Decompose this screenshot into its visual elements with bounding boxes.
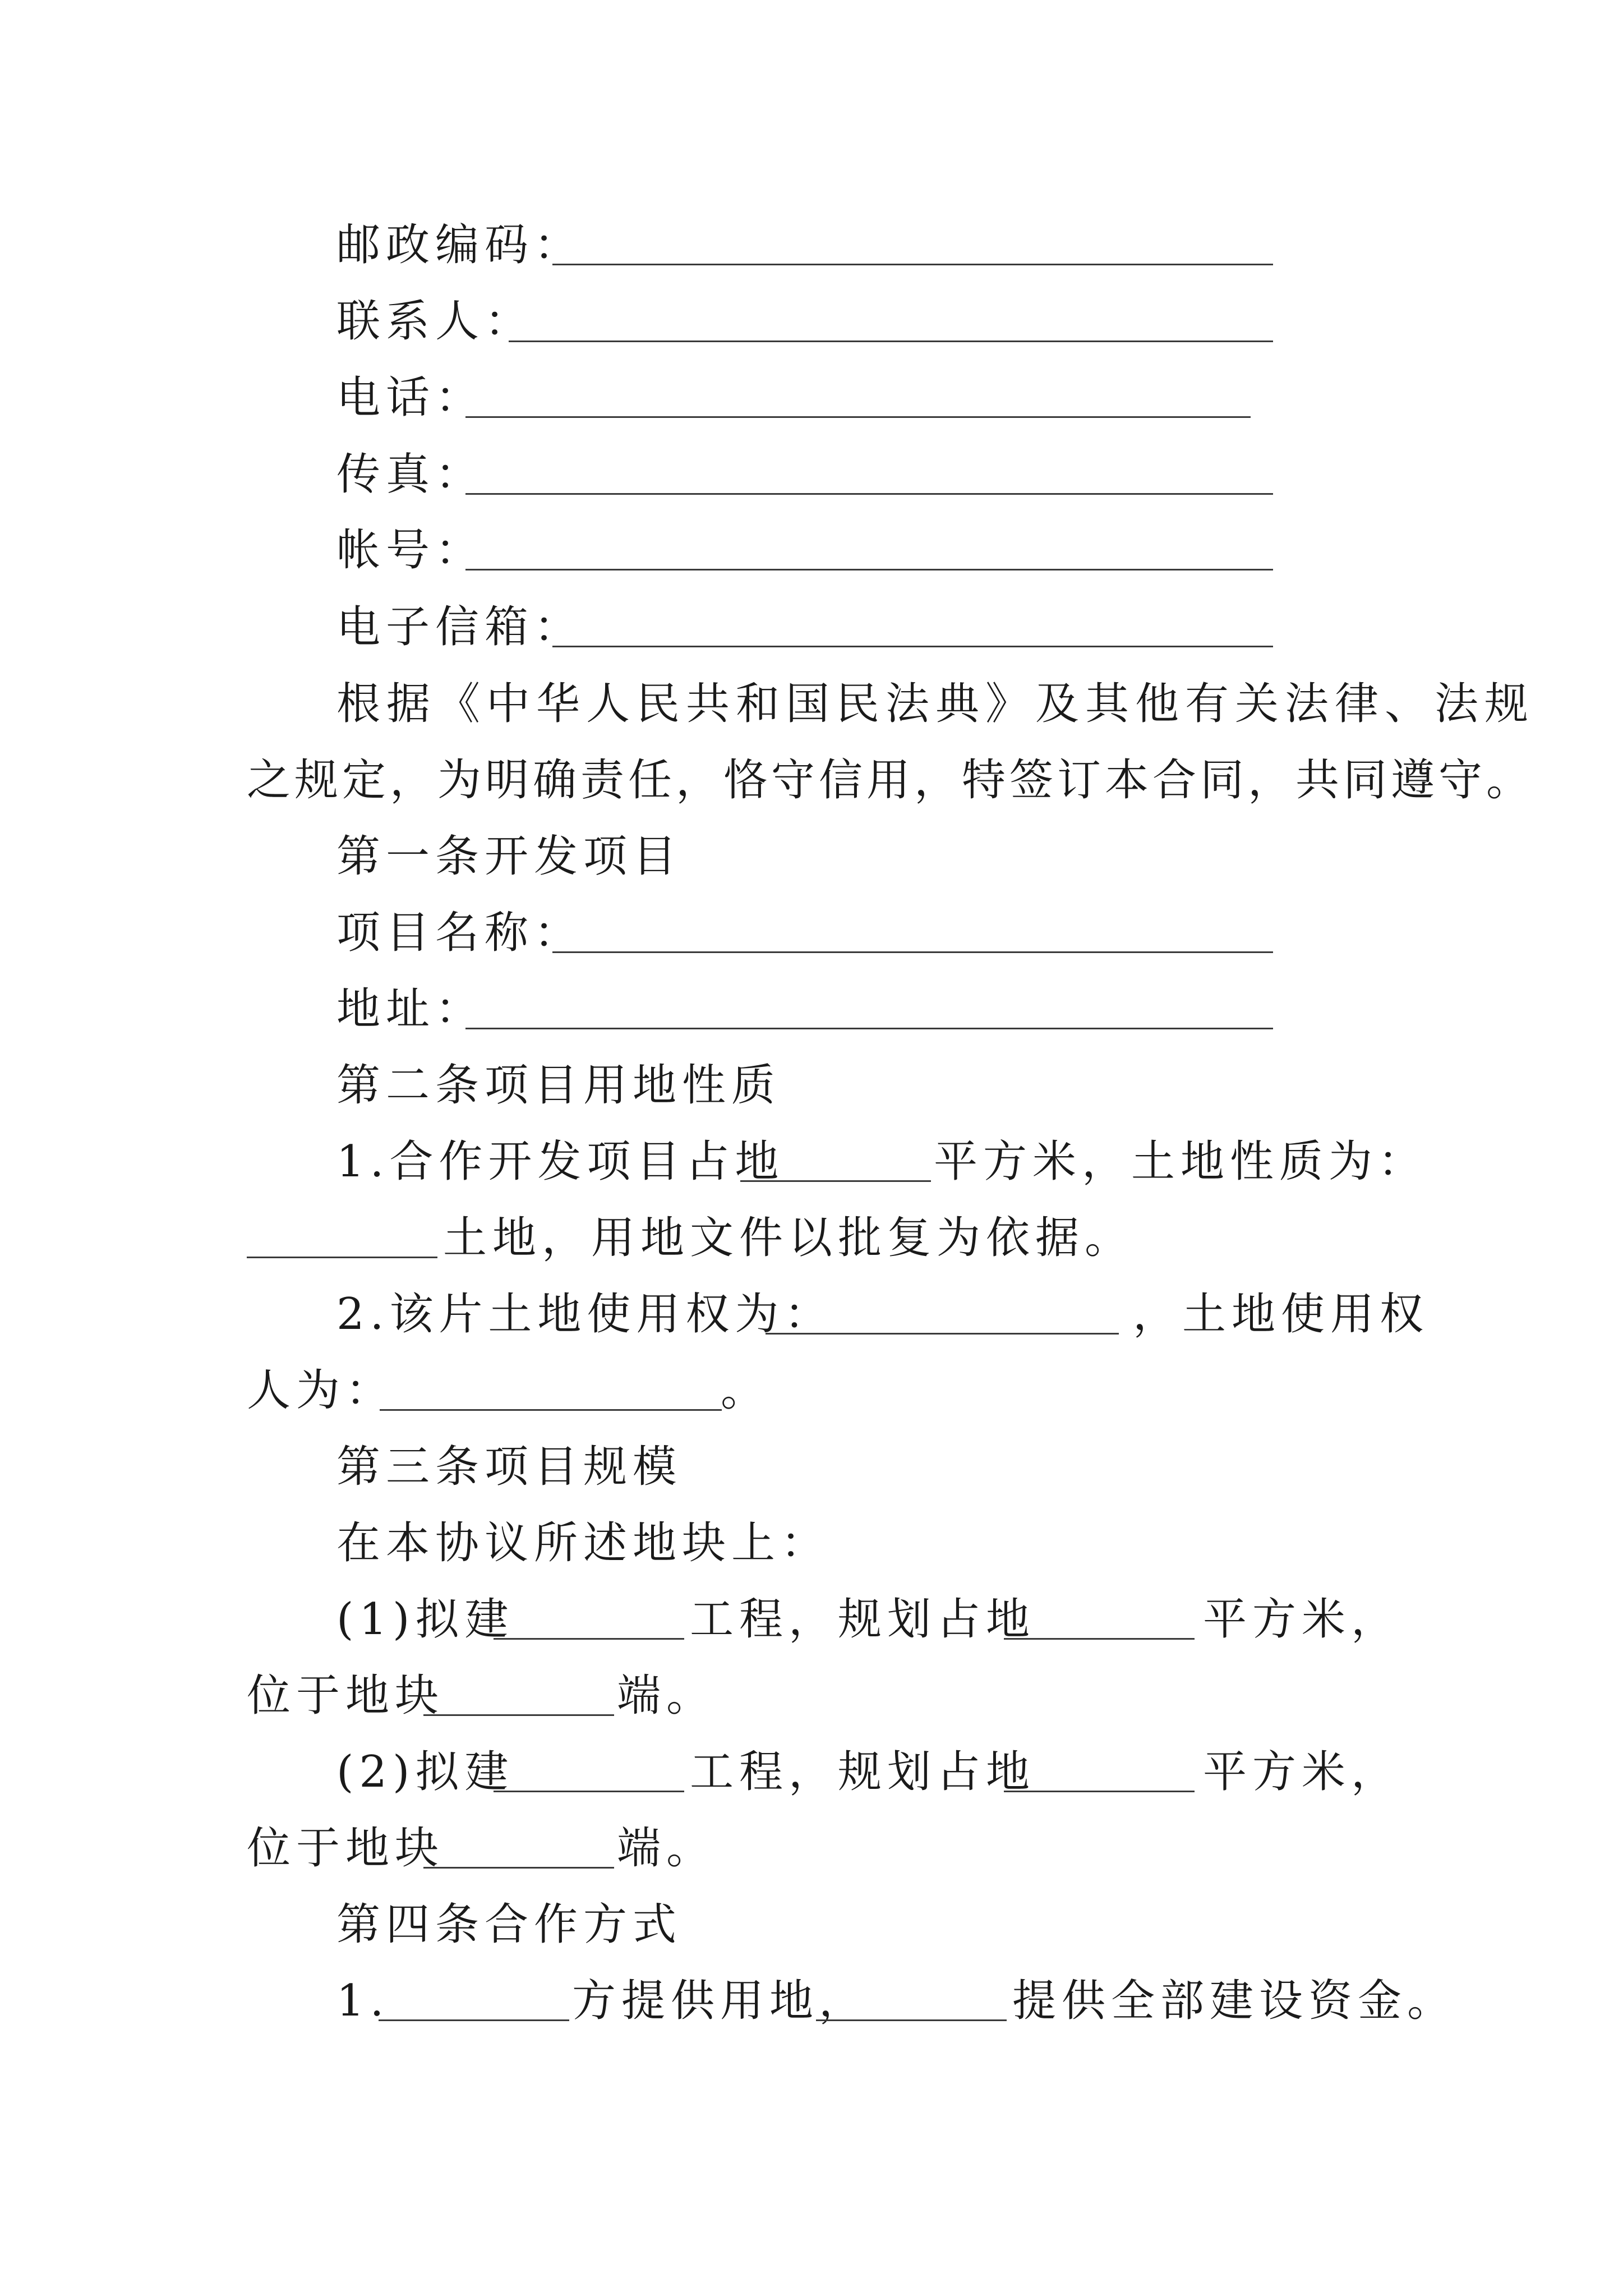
item-2-plot-blank[interactable] bbox=[423, 1867, 614, 1869]
article-3-intro: 在本协议所述地块上： bbox=[336, 1518, 831, 1568]
fax-label: 传真： bbox=[336, 449, 485, 500]
item-2-project-text: 工程，规划占地 bbox=[690, 1747, 1036, 1797]
email-blank[interactable] bbox=[552, 646, 1273, 647]
project-name-blank[interactable] bbox=[552, 951, 1273, 953]
account-label: 帐号： bbox=[336, 525, 485, 576]
holder-period: 。 bbox=[721, 1365, 771, 1416]
item-2-project-blank[interactable] bbox=[494, 1791, 684, 1792]
holder-label: 人为： bbox=[247, 1365, 395, 1416]
article-2-title: 第二条项目用地性质 bbox=[336, 1060, 781, 1111]
land-area-blank[interactable] bbox=[740, 1180, 931, 1182]
account-blank[interactable] bbox=[465, 569, 1273, 570]
item-1-end-text: 端。 bbox=[617, 1671, 716, 1721]
article-1-title: 第一条开发项目 bbox=[336, 831, 683, 882]
contact-label: 联系人： bbox=[336, 296, 534, 347]
capital-provider-blank[interactable] bbox=[816, 2019, 1007, 2021]
item-2-end-text: 端。 bbox=[617, 1823, 716, 1874]
item-1-plot-blank[interactable] bbox=[423, 1714, 614, 1716]
postal-code-label: 邮政编码： bbox=[336, 220, 584, 270]
item-1-land-provider-text: 方提供用地， bbox=[572, 1976, 869, 2026]
holder-blank[interactable] bbox=[380, 1409, 722, 1411]
article-4-title: 第四条合作方式 bbox=[336, 1899, 683, 1950]
article-3-title: 第三条项目规模 bbox=[336, 1442, 683, 1492]
address-label: 地址： bbox=[336, 984, 485, 1034]
land-use-right-holder-text: ，土地使用权 bbox=[1133, 1289, 1430, 1340]
item-1-occupied-text: 1.合作开发项目占地 bbox=[336, 1137, 785, 1187]
item-1-build-text: (1)拟建 bbox=[336, 1594, 514, 1645]
item-1-project-blank[interactable] bbox=[494, 1638, 684, 1640]
phone-blank[interactable] bbox=[465, 416, 1251, 418]
project-name-label: 项目名称： bbox=[336, 908, 584, 958]
land-nature-blank[interactable] bbox=[247, 1257, 437, 1258]
item-1-project-text: 工程，规划占地 bbox=[690, 1594, 1036, 1645]
phone-label: 电话： bbox=[336, 372, 485, 423]
land-provider-blank[interactable] bbox=[379, 2019, 569, 2021]
item-2-area-blank[interactable] bbox=[1004, 1791, 1195, 1792]
preamble-line-2: 之规定，为明确责任，恪守信用，特签订本合同，共同遵守。 bbox=[247, 755, 1534, 806]
item-1-number: 1. bbox=[336, 1976, 390, 2026]
address-blank[interactable] bbox=[465, 1028, 1273, 1029]
item-1-continued: 土地，用地文件以批复为依据。 bbox=[443, 1213, 1135, 1263]
item-1-capital-provider-text: 提供全部建设资金。 bbox=[1012, 1976, 1457, 2026]
item-2-build-text: (2)拟建 bbox=[336, 1747, 514, 1797]
item-1-land-nature-text: 平方米，土地性质为： bbox=[934, 1137, 1428, 1187]
land-use-right-blank[interactable] bbox=[766, 1333, 1119, 1335]
preamble-line-1: 根据《中华人民共和国民法典》及其他有关法律、法规 bbox=[336, 679, 1535, 729]
contact-blank[interactable] bbox=[509, 341, 1273, 342]
land-use-right-text: 2.该片土地使用权为： bbox=[336, 1289, 834, 1340]
postal-code-blank[interactable] bbox=[552, 264, 1273, 265]
item-2-sqm-text: 平方米， bbox=[1203, 1747, 1401, 1797]
item-1-area-blank[interactable] bbox=[1004, 1638, 1195, 1640]
email-label: 电子信箱： bbox=[336, 602, 584, 652]
fax-blank[interactable] bbox=[465, 493, 1273, 495]
item-1-plot-text: 位于地块 bbox=[247, 1671, 445, 1721]
item-2-plot-text: 位于地块 bbox=[247, 1823, 445, 1874]
item-1-sqm-text: 平方米， bbox=[1203, 1594, 1401, 1645]
